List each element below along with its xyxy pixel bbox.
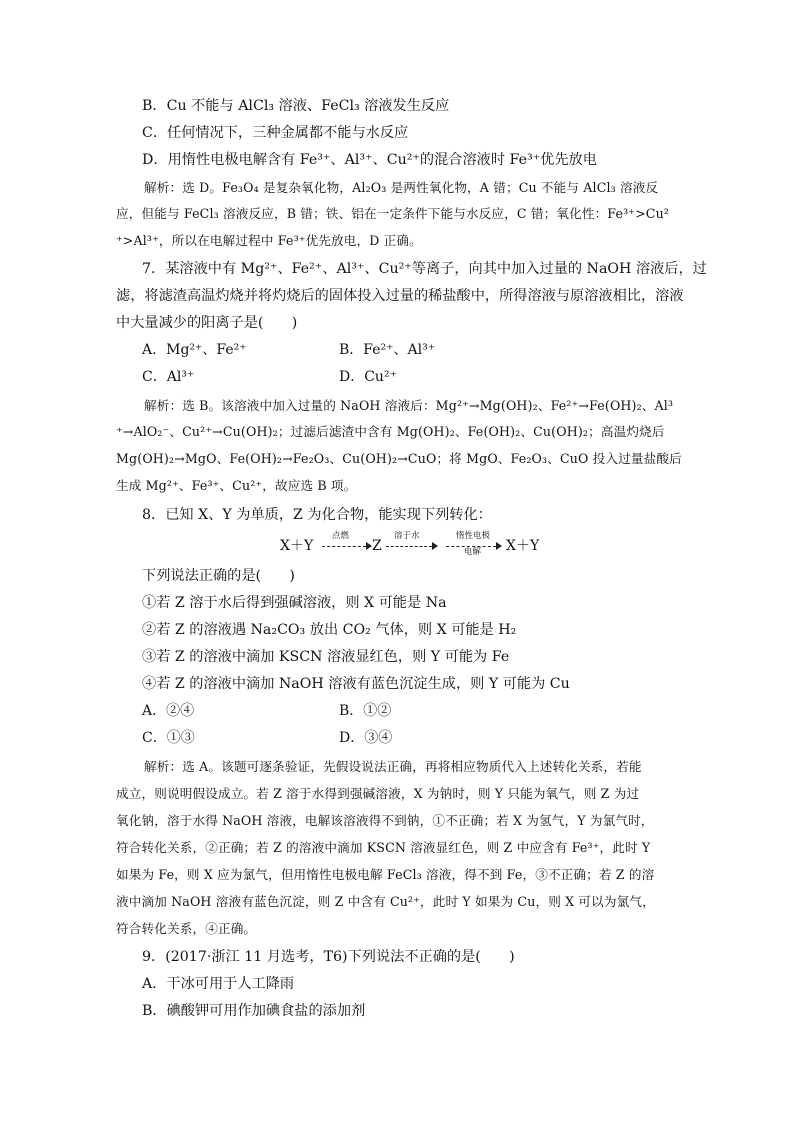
option-b: B．碘酸钾可用作加碘食盐的添加剂	[142, 1003, 366, 1019]
analysis-line: 如果为 Fe，则 X 应为氯气，但用惰性电极电解 FeCl₃ 溶液，得不到 Fe，③不正确；若 Z 的溶	[116, 867, 655, 882]
question-7-stem: 7．某溶液中有 Mg²⁺、Fe²⁺、Al³⁺、Cu²⁺等离子，向其中加入过量的 NaOH 溶液后，过	[142, 261, 707, 277]
option-c: C．①③	[142, 730, 195, 746]
analysis-line: 氧化钠，溶于水得 NaOH 溶液，电解该溶液得不到钠，①不正确；若 X 为氢气，Y 为氯气时，	[116, 813, 654, 828]
question-8-stem: 8．已知 X、Y 为单质，Z 为化合物，能实现下列转化：	[142, 507, 492, 523]
statement: ④若 Z 的溶液中滴加 NaOH 溶液有蓝色沉淀生成，则 Y 可能为 Cu	[142, 676, 570, 692]
statement: ②若 Z 的溶液遇 Na₂CO₃ 放出 CO₂ 气体，则 X 可能是 H₂	[142, 622, 517, 638]
analysis-line: 符合转化关系，④正确。	[116, 921, 257, 936]
statement: ①若 Z 溶于水后得到强碱溶液，则 X 可能是 Na	[142, 595, 447, 611]
option-c: C．Al³⁺	[142, 369, 195, 385]
option-a: A．②④	[142, 703, 195, 719]
option-b: B．Fe²⁺、Al³⁺	[339, 342, 436, 358]
analysis-line: 解析：选 A。该题可逐条验证，先假设说法正确，再将相应物质代入上述转化关系，若能	[144, 759, 642, 774]
products: X＋Y	[506, 538, 540, 554]
intermediate-z: Z	[372, 538, 382, 554]
analysis-line: 符合转化关系，②正确；若 Z 的溶液中滴加 KSCN 溶液显红色，则 Z 中应含有 Fe³⁺，此时 Y	[116, 840, 651, 855]
analysis-line: 解析：选 B。该溶液中加入过量的 NaOH 溶液后：Mg²⁺→Mg(OH)₂、Fe²⁺→Fe(OH)₂、Al³	[144, 398, 674, 413]
arrow-icon	[386, 546, 432, 547]
question-8-prompt: 下列说法正确的是( )	[142, 568, 295, 584]
option-b: B．Cu 不能与 AlCl₃ 溶液、FeCl₃ 溶液发生反应	[142, 98, 450, 114]
option-d: D．③④	[339, 730, 393, 746]
analysis-line: 应，但能与 FeCl₃ 溶液反应，B 错；铁、铝在一定条件下能与水反应，C 错；氧化性：Fe³⁺>Cu²	[116, 206, 670, 221]
arrow-label-ignite: 点燃	[332, 531, 350, 541]
analysis-line: Mg(OH)₂→MgO、Fe(OH)₂→Fe₂O₃、Cu(OH)₂→CuO；将 MgO、Fe₂O₃、CuO 投入过量盐酸后	[116, 451, 682, 466]
arrow-label-electrolysis: 电解	[464, 547, 482, 557]
analysis-line: 生成 Mg²⁺、Fe³⁺、Cu²⁺，故应选 B 项。	[116, 478, 357, 493]
question-9-stem: 9．(2017·浙江 11 月选考，T6)下列说法不正确的是( )	[142, 949, 515, 965]
analysis-line: ⁺>Al³⁺，所以在电解过程中 Fe³⁺优先放电，D 正确。	[116, 233, 422, 248]
analysis-line: 液中滴加 NaOH 溶液有蓝色沉淀，则 Z 中含有 Cu²⁺，此时 Y 如果为 Cu，则 X 可以为氯气，	[116, 894, 655, 909]
analysis-line: 解析：选 D。Fe₃O₄ 是复杂氧化物，Al₂O₃ 是两性氧化物，A 错；Cu 不能与 AlCl₃ 溶液反	[144, 180, 659, 195]
option-c: C．任何情况下，三种金属都不能与水反应	[142, 125, 409, 141]
arrow-label-dissolve: 溶于水	[394, 531, 420, 541]
analysis-line: ⁺→AlO₂⁻、Cu²⁺→Cu(OH)₂；过滤后滤渣中含有 Mg(OH)₂、Fe(OH)₂、Cu(OH)₂；高温灼烧后	[116, 424, 665, 439]
reaction-scheme	[280, 531, 550, 557]
statement: ③若 Z 的溶液中滴加 KSCN 溶液显红色，则 Y 可能为 Fe	[142, 649, 510, 665]
arrow-label-electrode: 惰性电极	[456, 531, 491, 541]
arrow-icon	[322, 546, 366, 547]
reactants: X＋Y	[280, 538, 314, 554]
analysis-line: 成立，则说明假设成立。若 Z 溶于水得到强碱溶液，X 为钠时，则 Y 只能为氧气，则 Z 为过	[116, 786, 640, 801]
option-a: A．干冰可用于人工降雨	[142, 976, 295, 992]
option-a: A．Mg²⁺、Fe²⁺	[142, 342, 247, 358]
question-7-stem: 中大量减少的阳离子是( )	[116, 315, 298, 331]
option-d: D．用惰性电极电解含有 Fe³⁺、Al³⁺、Cu²⁺的混合溶液时 Fe³⁺优先放电	[142, 152, 597, 168]
question-7-stem: 滤，将滤渣高温灼烧并将灼烧后的固体投入过量的稀盐酸中，所得溶液与原溶液相比，溶液	[116, 288, 684, 304]
option-b: B．①②	[339, 703, 392, 719]
option-d: D．Cu²⁺	[339, 369, 397, 385]
